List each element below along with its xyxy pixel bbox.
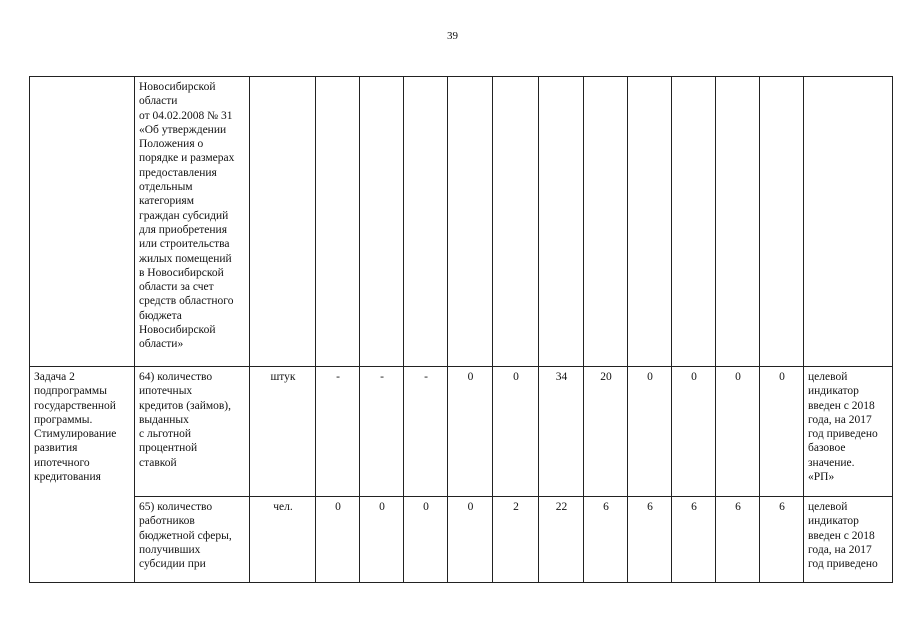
value-cell: 0 [760,367,804,497]
value-cell [360,77,404,367]
value-cell: 0 [448,497,493,583]
value-cell: - [360,367,404,497]
unit-cell: чел. [250,497,316,583]
value-cell: 6 [672,497,716,583]
value-cell [493,77,539,367]
value-cell: 20 [584,367,628,497]
table-row [30,367,893,497]
value-cell: - [316,367,360,497]
table-row [30,77,893,367]
value-cell: 2 [493,497,539,583]
value-cell: 6 [628,497,672,583]
value-cell: 0 [404,497,448,583]
value-cell: 0 [448,367,493,497]
value-cell [584,77,628,367]
unit-cell [250,77,316,367]
value-cell: 6 [760,497,804,583]
value-cell: - [404,367,448,497]
value-cell: 0 [628,367,672,497]
value-cell: 0 [716,367,760,497]
note-cell: целевой индикатор введен с 2018 года, на 2017 год приведено базовое значение. «РП» [804,367,893,497]
page-number: 39 [447,30,458,42]
value-cell: 0 [493,367,539,497]
table-row [30,497,893,583]
value-cell [760,77,804,367]
task-cell: Задача 2 подпрограммы государственной программы. Стимулирование развития ипотечного кредитования [30,367,135,583]
value-cell [716,77,760,367]
note-cell [804,77,893,367]
indicator-cell: Новосибирской области от 04.02.2008 № 31 «Об утверждении Положения о порядке и размерах предоставления отдельным категориям граждан субсидий для приобретения или строительства жилых помещений в Новосибирской области за счет средств областного бюджета Новосибирской области» [135,77,250,367]
value-cell: 0 [316,497,360,583]
indicators-table [29,76,893,583]
indicator-cell: 65) количество работников бюджетной сферы, получивших субсидии при [135,497,250,583]
value-cell [672,77,716,367]
value-cell [628,77,672,367]
value-cell [316,77,360,367]
value-cell: 0 [360,497,404,583]
value-cell: 6 [716,497,760,583]
value-cell: 34 [539,367,584,497]
note-cell: целевой индикатор введен с 2018 года, на 2017 год приведено [804,497,893,583]
indicator-cell: 64) количество ипотечных кредитов (займов), выданных с льготной процентной ставкой [135,367,250,497]
value-cell [448,77,493,367]
value-cell [404,77,448,367]
value-cell: 22 [539,497,584,583]
value-cell [539,77,584,367]
value-cell: 0 [672,367,716,497]
task-cell [30,77,135,367]
value-cell: 6 [584,497,628,583]
unit-cell: штук [250,367,316,497]
